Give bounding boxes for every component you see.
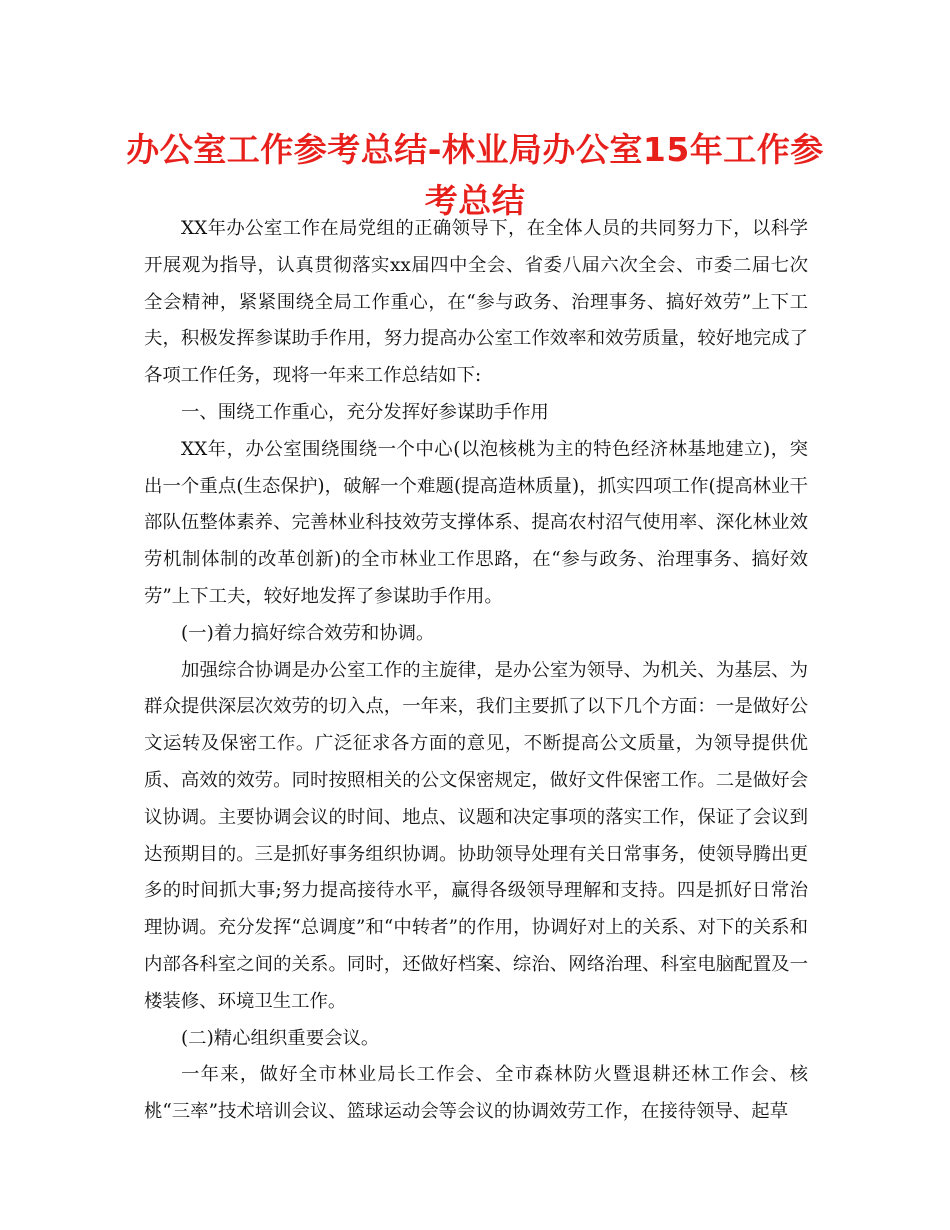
section-heading-1: 一、围绕工作重心，充分发挥好参谋助手作用 xyxy=(181,401,549,423)
document-title: 办公室工作参考总结-林业局办公室15年工作参考总结 xyxy=(126,130,824,220)
paragraph-work-approach: XX年，办公室围绕围绕一个中心(以泡核桃为主的特色经济林基地建立)，突出一个重点(生态保护)，破解一个难题(提高造林质量)，抓实四项工作(提高林业干部队伍整体素养、完善林业科技效劳支撑体系、提高农村沼气使用率、深化林业效劳机制体制的改革创新)的全市林业工作思路，在“参与政务、治理事务、搞好效劳”上下工夫，较好地发挥了参谋助手作用。 xyxy=(144,438,808,607)
subsection-heading-1: (一)着力搞好综合效劳和协调。 xyxy=(181,622,435,644)
paragraph-meetings: 一年来，做好全市林业局长工作会、全市森林防火暨退耕还林工作会、核桃“三率”技术培训会议、篮球运动会等会议的协调效劳工作，在接待领导、起草 xyxy=(144,1064,808,1123)
subsection-heading-2: (二)精心组织重要会议。 xyxy=(181,1027,380,1049)
paragraph-intro: XX年办公室工作在局党组的正确领导下，在全体人员的共同努力下，以科学开展观为指导，认真贯彻落实xx届四中全会、省委八届六次全会、市委二届七次全会精神，紧紧围绕全局工作重心，在“参与政务、治理事务、搞好效劳”上下工夫，积极发挥参谋助手作用，努力提高办公室工作效率和效劳质量，较好地完成了各项工作任务，现将一年来工作总结如下: xyxy=(144,218,808,387)
document-body xyxy=(144,211,808,1131)
paragraph-coordination: 加强综合协调是办公室工作的主旋律，是办公室为领导、为机关、为基层、为群众提供深层次效劳的切入点，一年来，我们主要抓了以下几个方面：一是做好公文运转及保密工作。广泛征求各方面的意见，不断提高公文质量，为领导提供优质、高效的效劳。同时按照相关的公文保密规定，做好文件保密工作。二是做好会议协调。主要协调会议的时间、地点、议题和决定事项的落实工作，保证了会议到达预期目的。三是抓好事务组织协调。协助领导处理有关日常事务，使领导腾出更多的时间抓大事;努力提高接待水平，赢得各级领导理解和支持。四是抓好日常治理协调。充分发挥“总调度”和“中转者”的作用，协调好对上的关系、对下的关系和内部各科室之间的关系。同时，还做好档案、综治、网络治理、科室电脑配置及一楼装修、环境卫生工作。 xyxy=(144,659,808,1012)
